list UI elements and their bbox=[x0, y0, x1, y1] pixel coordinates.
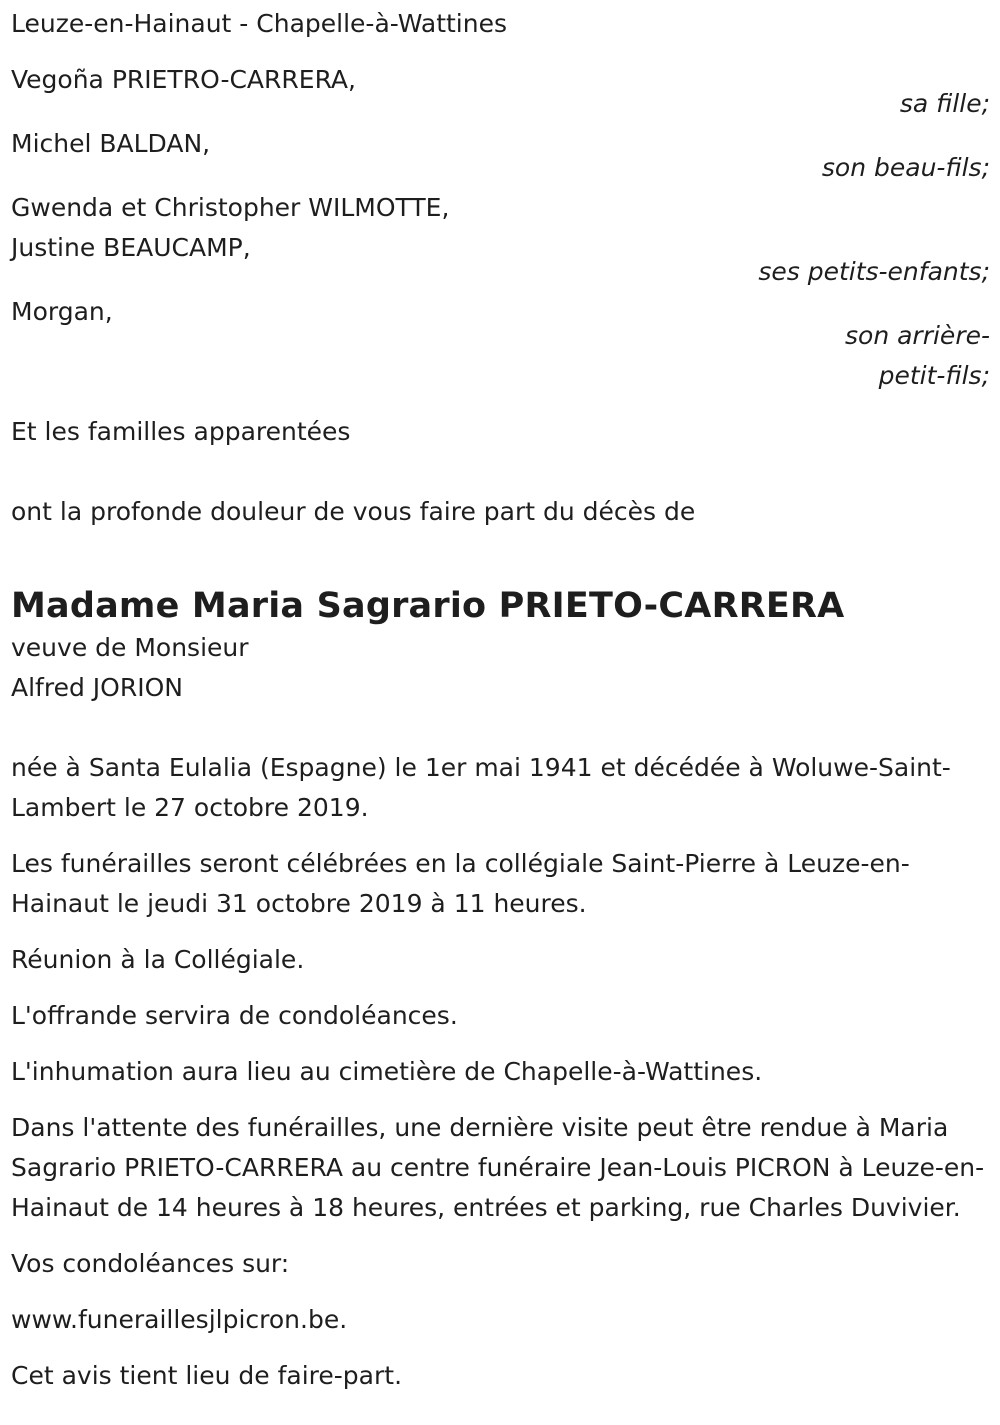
family-member-great-grandson bbox=[11, 292, 990, 396]
offering-paragraph: L'offrande servira de condoléances. bbox=[11, 1001, 458, 1030]
family-name: Vegoña PRIETRO-CARRERA, bbox=[11, 65, 356, 94]
family-name: Morgan, bbox=[11, 297, 113, 326]
condolences-label: Vos condoléances sur: bbox=[11, 1249, 290, 1278]
family-relation: petit-fils; bbox=[878, 361, 990, 390]
family-name: Michel BALDAN, bbox=[11, 129, 211, 158]
announcement-text: ont la profonde douleur de vous faire part du décès de bbox=[11, 497, 696, 526]
notice-line: Cet avis tient lieu de faire-part. bbox=[11, 1361, 403, 1390]
widow-line: veuve de Monsieur bbox=[11, 633, 249, 662]
family-relation: son beau-fils; bbox=[821, 153, 990, 182]
family-relation: son arrière- bbox=[845, 321, 990, 350]
family-member-daughter bbox=[11, 60, 990, 124]
families-line: Et les familles apparentées bbox=[11, 417, 351, 446]
burial-paragraph: L'inhumation aura lieu au cimetière de Chapelle-à-Wattines. bbox=[11, 1057, 763, 1086]
family-relation: sa fille; bbox=[899, 89, 990, 118]
funeral-paragraph: Les funérailles seront célébrées en la collégiale Saint-Pierre à Leuze-en-Hainaut le jeudi 31 octobre 2019 à 11 heures. bbox=[11, 849, 910, 918]
visit-paragraph: Dans l'attente des funérailles, une dernière visite peut être rendue à Maria Sagrario PRIETO-CARRERA au centre funéraire Jean-Louis PICRON à Leuze-en-Hainaut de 14 heures à 18 heures, entrées et parking, rue Charles Duvivier. bbox=[11, 1113, 985, 1222]
family-relation: ses petits-enfants; bbox=[758, 257, 990, 286]
deceased-name: Madame Maria Sagrario PRIETO-CARRERA bbox=[11, 586, 845, 626]
family-member-son-in-law bbox=[11, 124, 990, 188]
widow-line: Alfred JORION bbox=[11, 673, 183, 702]
website-link[interactable]: www.funeraillesjlpicron.be. bbox=[11, 1305, 348, 1334]
family-name: Gwenda et Christopher WILMOTTE, bbox=[11, 193, 450, 222]
family-member-grandchildren bbox=[11, 188, 990, 292]
birth-death-paragraph: née à Santa Eulalia (Espagne) le 1er mai 1941 et décédée à Woluwe-Saint-Lambert le 27 octobre 2019. bbox=[11, 753, 951, 822]
location-header: Leuze-en-Hainaut - Chapelle-à-Wattines bbox=[11, 9, 508, 38]
family-name: Justine BEAUCAMP, bbox=[11, 233, 251, 262]
meeting-paragraph: Réunion à la Collégiale. bbox=[11, 945, 305, 974]
